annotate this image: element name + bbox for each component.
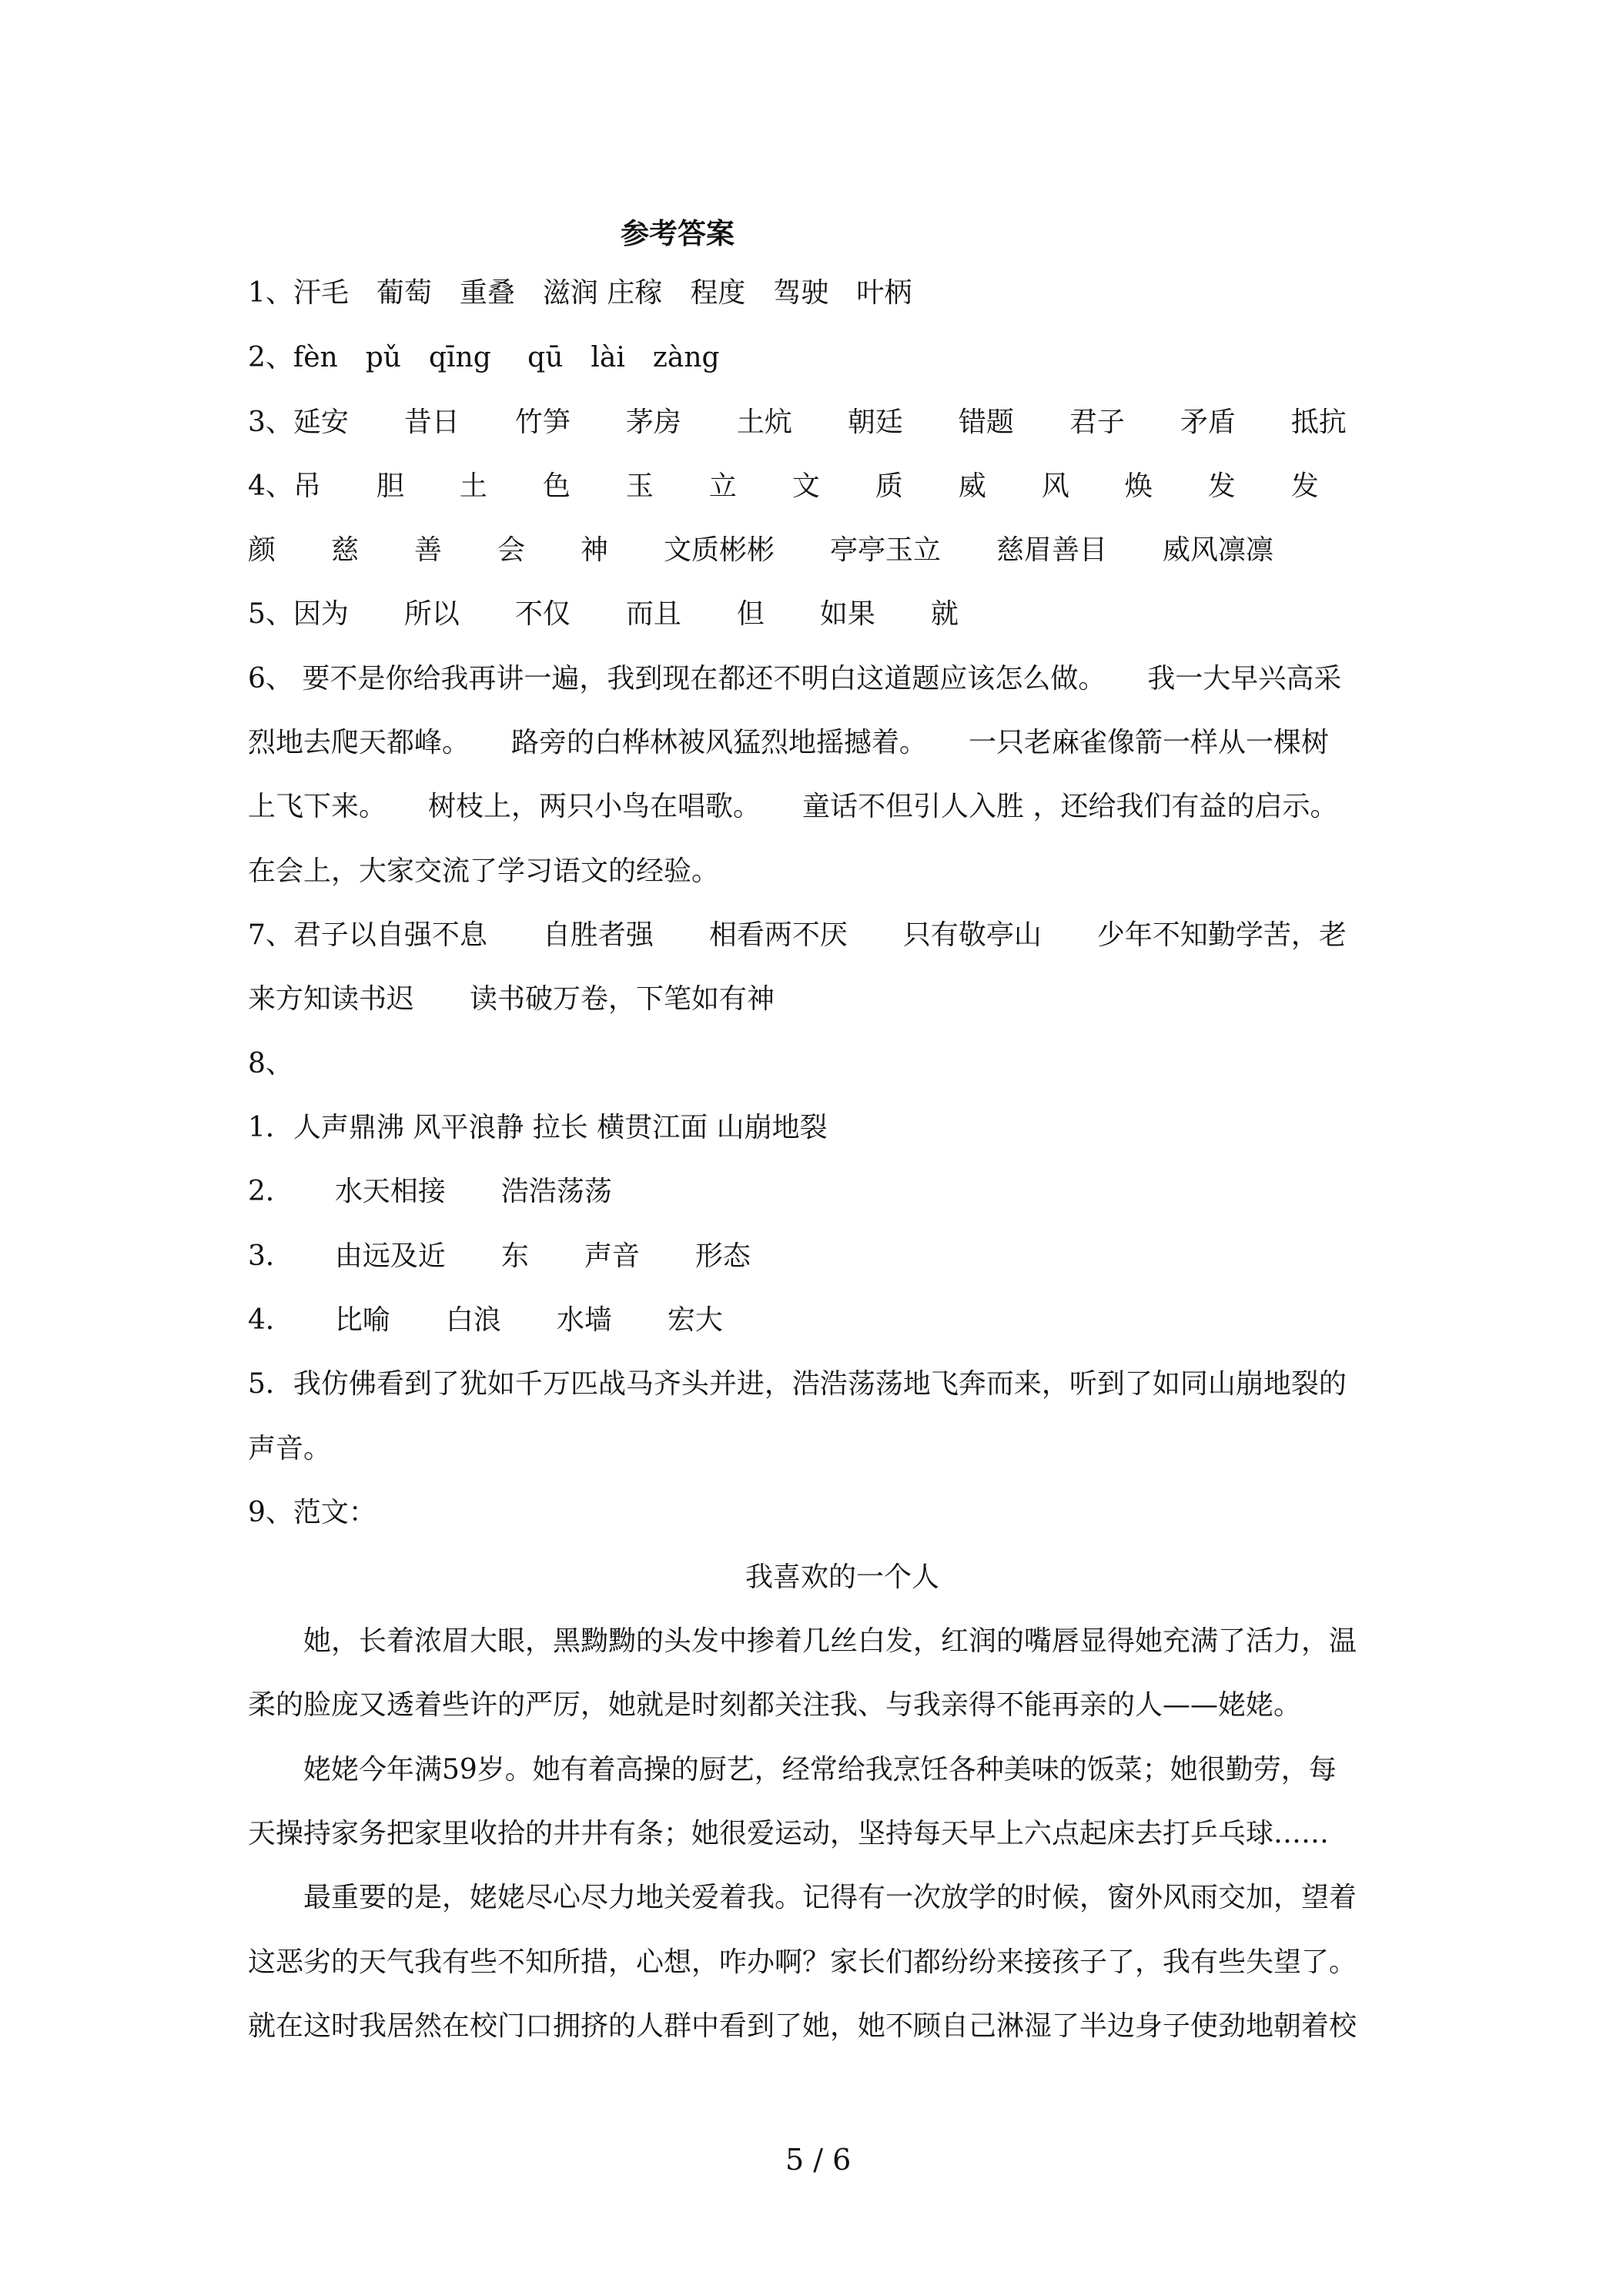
answer-line-4b: 颜 慈 善 会 神 文质彬彬 亭亭玉立 慈眉善目 威风凛凛 bbox=[248, 534, 1274, 566]
essay-line-5: 最重要的是，姥姥尽心尽力地关爱着我。记得有一次放学的时候，窗外风雨交加，望着 bbox=[248, 1882, 1357, 1913]
answer-line-8-3: 3． 由远及近 东 声音 形态 bbox=[248, 1240, 751, 1272]
answer-line-8-5b: 声音。 bbox=[248, 1433, 332, 1464]
answer-line-4: 4、吊 胆 土 色 玉 立 文 质 威 风 焕 发 发 bbox=[248, 470, 1319, 502]
answer-line-9: 9、范文： bbox=[248, 1497, 376, 1528]
answer-line-6c: 上飞下来。 树枝上，两只小鸟在唱歌。 童话不但引人入胜 ，还给我们有益的启示。 bbox=[248, 791, 1338, 822]
answer-line-8-4: 4． 比喻 白浪 水墙 宏大 bbox=[248, 1304, 723, 1336]
essay-line-2: 柔的脸庞又透着些许的严厉，她就是时刻都关注我、与我亲得不能再亲的人——姥姥。 bbox=[248, 1689, 1302, 1721]
answer-line-3: 3、延安 昔日 竹笋 茅房 土炕 朝廷 错题 君子 矛盾 抵抗 bbox=[248, 407, 1347, 438]
answer-line-6b: 烈地去爬天都峰。 路旁的白桦林被风猛烈地摇撼着。 一只老麻雀像箭一样从一棵树 bbox=[248, 727, 1330, 758]
essay-line-7: 就在这时我居然在校门口拥挤的人群中看到了她，她不顾自己淋湿了半边身子使劲地朝着校 bbox=[248, 2010, 1357, 2042]
essay-title: 我喜欢的一个人 bbox=[745, 1561, 940, 1593]
answer-line-7a: 7、君子以自强不息 自胜者强 相看两不厌 只有敬亭山 少年不知勤学苦，老 bbox=[248, 919, 1347, 951]
answer-line-8-2: 2． 水天相接 浩浩荡荡 bbox=[248, 1176, 612, 1207]
answer-line-6d: 在会上，大家交流了学习语文的经验。 bbox=[248, 855, 720, 887]
answer-line-7b: 来方知读书迟 读书破万卷，下笔如有神 bbox=[248, 983, 775, 1015]
answer-line-8: 8、 bbox=[248, 1048, 293, 1079]
answer-line-5: 5、因为 所以 不仅 而且 但 如果 就 bbox=[248, 598, 959, 630]
essay-line-6: 这恶劣的天气我有些不知所措，心想，咋办啊？家长们都纷纷来接孩子了，我有些失望了。 bbox=[248, 1946, 1357, 1978]
answer-line-1: 1、汗毛 葡萄 重叠 滋润 庄稼 程度 驾驶 叶柄 bbox=[248, 277, 912, 309]
answer-line-6a: 6、 要不是你给我再讲一遍，我到现在都还不明白这道题应该怎么做。 我一大早兴高采 bbox=[248, 663, 1342, 694]
essay-line-1: 她，长着浓眉大眼，黑黝黝的头发中掺着几丝白发，红润的嘴唇显得她充满了活力，温 bbox=[248, 1625, 1357, 1657]
answer-line-8-5a: 5．我仿佛看到了犹如千万匹战马齐头并进，浩浩荡荡地飞奔而来，听到了如同山崩地裂的 bbox=[248, 1368, 1347, 1400]
page-title: 参考答案 bbox=[621, 216, 735, 250]
essay-line-4: 天操持家务把家里收拾的井井有条；她很爱运动，坚持每天早上六点起床去打乒乓球…… bbox=[248, 1818, 1330, 1849]
answer-line-8-1: 1．人声鼎沸 风平浪静 拉长 横贯江面 山崩地裂 bbox=[248, 1112, 828, 1143]
answer-line-2: 2、fèn pǔ qīng qū lài zàng bbox=[248, 342, 720, 373]
essay-line-3: 姥姥今年满59岁。她有着高操的厨艺，经常给我烹饪各种美味的饭菜；她很勤劳，每 bbox=[248, 1754, 1337, 1786]
page-number: 5 / 6 bbox=[785, 2143, 852, 2177]
